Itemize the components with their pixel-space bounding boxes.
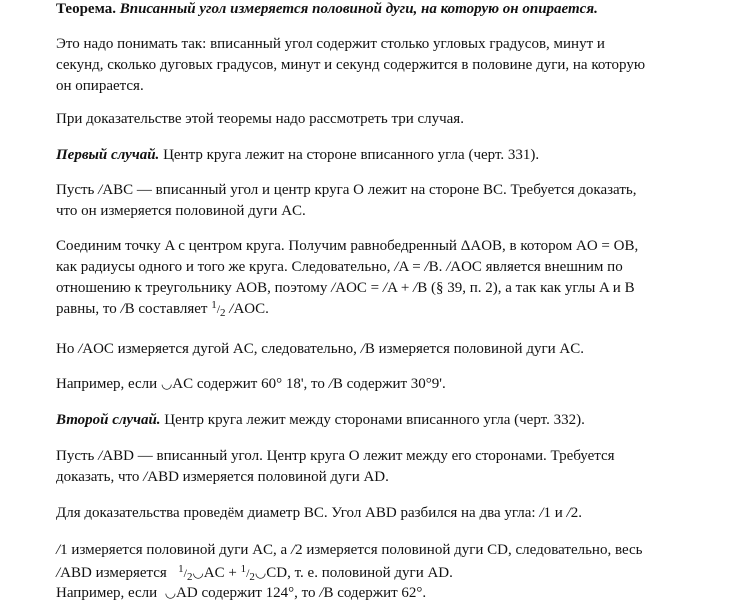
- angle-icon: /: [328, 376, 333, 392]
- text: ABD — вписанный угол. Центр круга O лежит между его сторонами. Требуется доказать, что: [56, 448, 615, 485]
- angle-icon: /: [290, 542, 296, 558]
- angle-icon: /: [360, 341, 365, 357]
- text: AD содержит 124°, то: [176, 585, 320, 601]
- angle-icon: /: [229, 301, 234, 317]
- paragraph-9: [56, 539, 656, 585]
- paragraph-4: [56, 236, 662, 320]
- case1-label: Первый случай.: [56, 147, 160, 163]
- paragraph-10: [56, 583, 426, 604]
- text: Пусть: [56, 448, 99, 464]
- text: ABD измеряется: [60, 565, 171, 581]
- angle-icon: /: [143, 469, 148, 485]
- angle-icon: /: [413, 280, 418, 296]
- fraction-half: $^1/_2$: [240, 563, 255, 583]
- triangle-icon: Δ: [460, 238, 471, 254]
- paragraph-6: [56, 374, 446, 395]
- paragraph-1: Это надо понимать так: вписанный угол содержит столько угловых градусов, минут и секунд, сколько дуговых градусов, минут и секунд содержится в половине дуги, на которую он опирается.: [56, 36, 646, 94]
- arc-icon: ◡: [254, 566, 267, 581]
- fraction-denominator: 2: [249, 571, 255, 583]
- angle-icon: /: [446, 259, 451, 275]
- fraction-denominator: 2: [186, 571, 193, 583]
- text: AC содержит 60° 18', то: [172, 376, 329, 392]
- paragraph-8: [56, 503, 582, 524]
- text: AOC =: [335, 280, 383, 296]
- angle-icon: /: [566, 505, 571, 521]
- angle-icon: /: [539, 505, 544, 521]
- text: B составляет: [124, 301, 212, 317]
- text: Соединим точку A с центром круга. Получим равнобедренный: [56, 238, 461, 254]
- text: Для доказательства проведём диаметр BC. Угол ABD разбился на два угла:: [56, 505, 540, 521]
- text: B измеряется половиной дуги AC.: [364, 341, 584, 357]
- arc-icon: ◡: [164, 586, 177, 601]
- fraction-denominator: 2: [220, 307, 226, 319]
- text: A +: [387, 280, 414, 296]
- text: B.: [428, 259, 447, 275]
- fraction-numerator: 1: [240, 563, 247, 575]
- paragraph-7: [56, 446, 656, 488]
- text: 2 измеряется половиной дуги CD, следовательно, весь: [295, 542, 643, 558]
- text: 2.: [570, 505, 582, 521]
- text: AC +: [203, 565, 241, 581]
- text: B содержит 62°.: [323, 585, 427, 601]
- text: A =: [398, 259, 425, 275]
- paragraph-2: При доказательстве этой теоремы надо рассмотреть три случая.: [56, 111, 464, 127]
- text: CD, т. е. половиной дуги AD.: [266, 565, 453, 581]
- case2-paragraph: [56, 410, 585, 431]
- angle-icon: /: [319, 585, 324, 601]
- case1-paragraph: [56, 145, 539, 166]
- fraction-half: $^1/_2$: [178, 563, 193, 583]
- theorem-label: Теорема.: [56, 1, 116, 17]
- angle-icon: /: [331, 280, 336, 296]
- text: ABC — вписанный угол и центр круга O лежит на стороне BC. Требуется доказать, что он измеряется половиной дуги AC.: [56, 182, 637, 219]
- arc-icon: ◡: [192, 566, 204, 581]
- angle-icon: /: [424, 259, 429, 275]
- case2-text: Центр круга лежит между сторонами вписанного угла (черт. 332).: [160, 412, 585, 428]
- text: AOC измеряется дугой AC, следовательно,: [82, 341, 361, 357]
- arc-icon: ◡: [160, 377, 173, 392]
- text: B содержит 30°9'.: [332, 376, 446, 392]
- angle-icon: /: [394, 259, 399, 275]
- paragraph-5: [56, 339, 584, 360]
- angle-icon: /: [98, 182, 103, 198]
- text: 1 измеряется половиной дуги AC, а: [60, 542, 291, 558]
- theorem-text: Вписанный угол измеряется половиной дуги, на которую он опирается.: [119, 1, 598, 17]
- angle-icon: /: [56, 565, 61, 581]
- fraction-numerator: 1: [178, 563, 184, 575]
- text: ABD измеряется половиной дуги AD.: [147, 469, 389, 485]
- text: B (§ 39, п. 2), а так как углы A и B равны, то: [56, 280, 635, 317]
- fraction-numerator: 1: [211, 299, 217, 311]
- theorem-paragraph: [56, 0, 598, 20]
- text: AOC.: [233, 301, 269, 317]
- text: AOC является внешним по отношению к треугольнику AOB, поэтому: [56, 259, 623, 296]
- angle-icon: /: [56, 542, 61, 558]
- case2-label: Второй случай.: [56, 412, 161, 428]
- angle-icon: /: [382, 280, 388, 296]
- fraction-half: $^1/_2$: [211, 299, 226, 319]
- angle-icon: /: [120, 301, 125, 317]
- text: Пусть: [56, 182, 99, 198]
- text: Но: [56, 341, 79, 357]
- case1-text: Центр круга лежит на стороне вписанного угла (черт. 331).: [159, 147, 540, 163]
- text: AOB, в котором AO = OB, как радиусы одного и того же круга. Следовательно,: [56, 238, 639, 275]
- text: Например, если: [56, 585, 161, 601]
- paragraph-3: [56, 180, 656, 222]
- text: Например, если: [56, 376, 161, 392]
- angle-icon: /: [98, 448, 103, 464]
- text: 1 и: [543, 505, 567, 521]
- angle-icon: /: [78, 341, 83, 357]
